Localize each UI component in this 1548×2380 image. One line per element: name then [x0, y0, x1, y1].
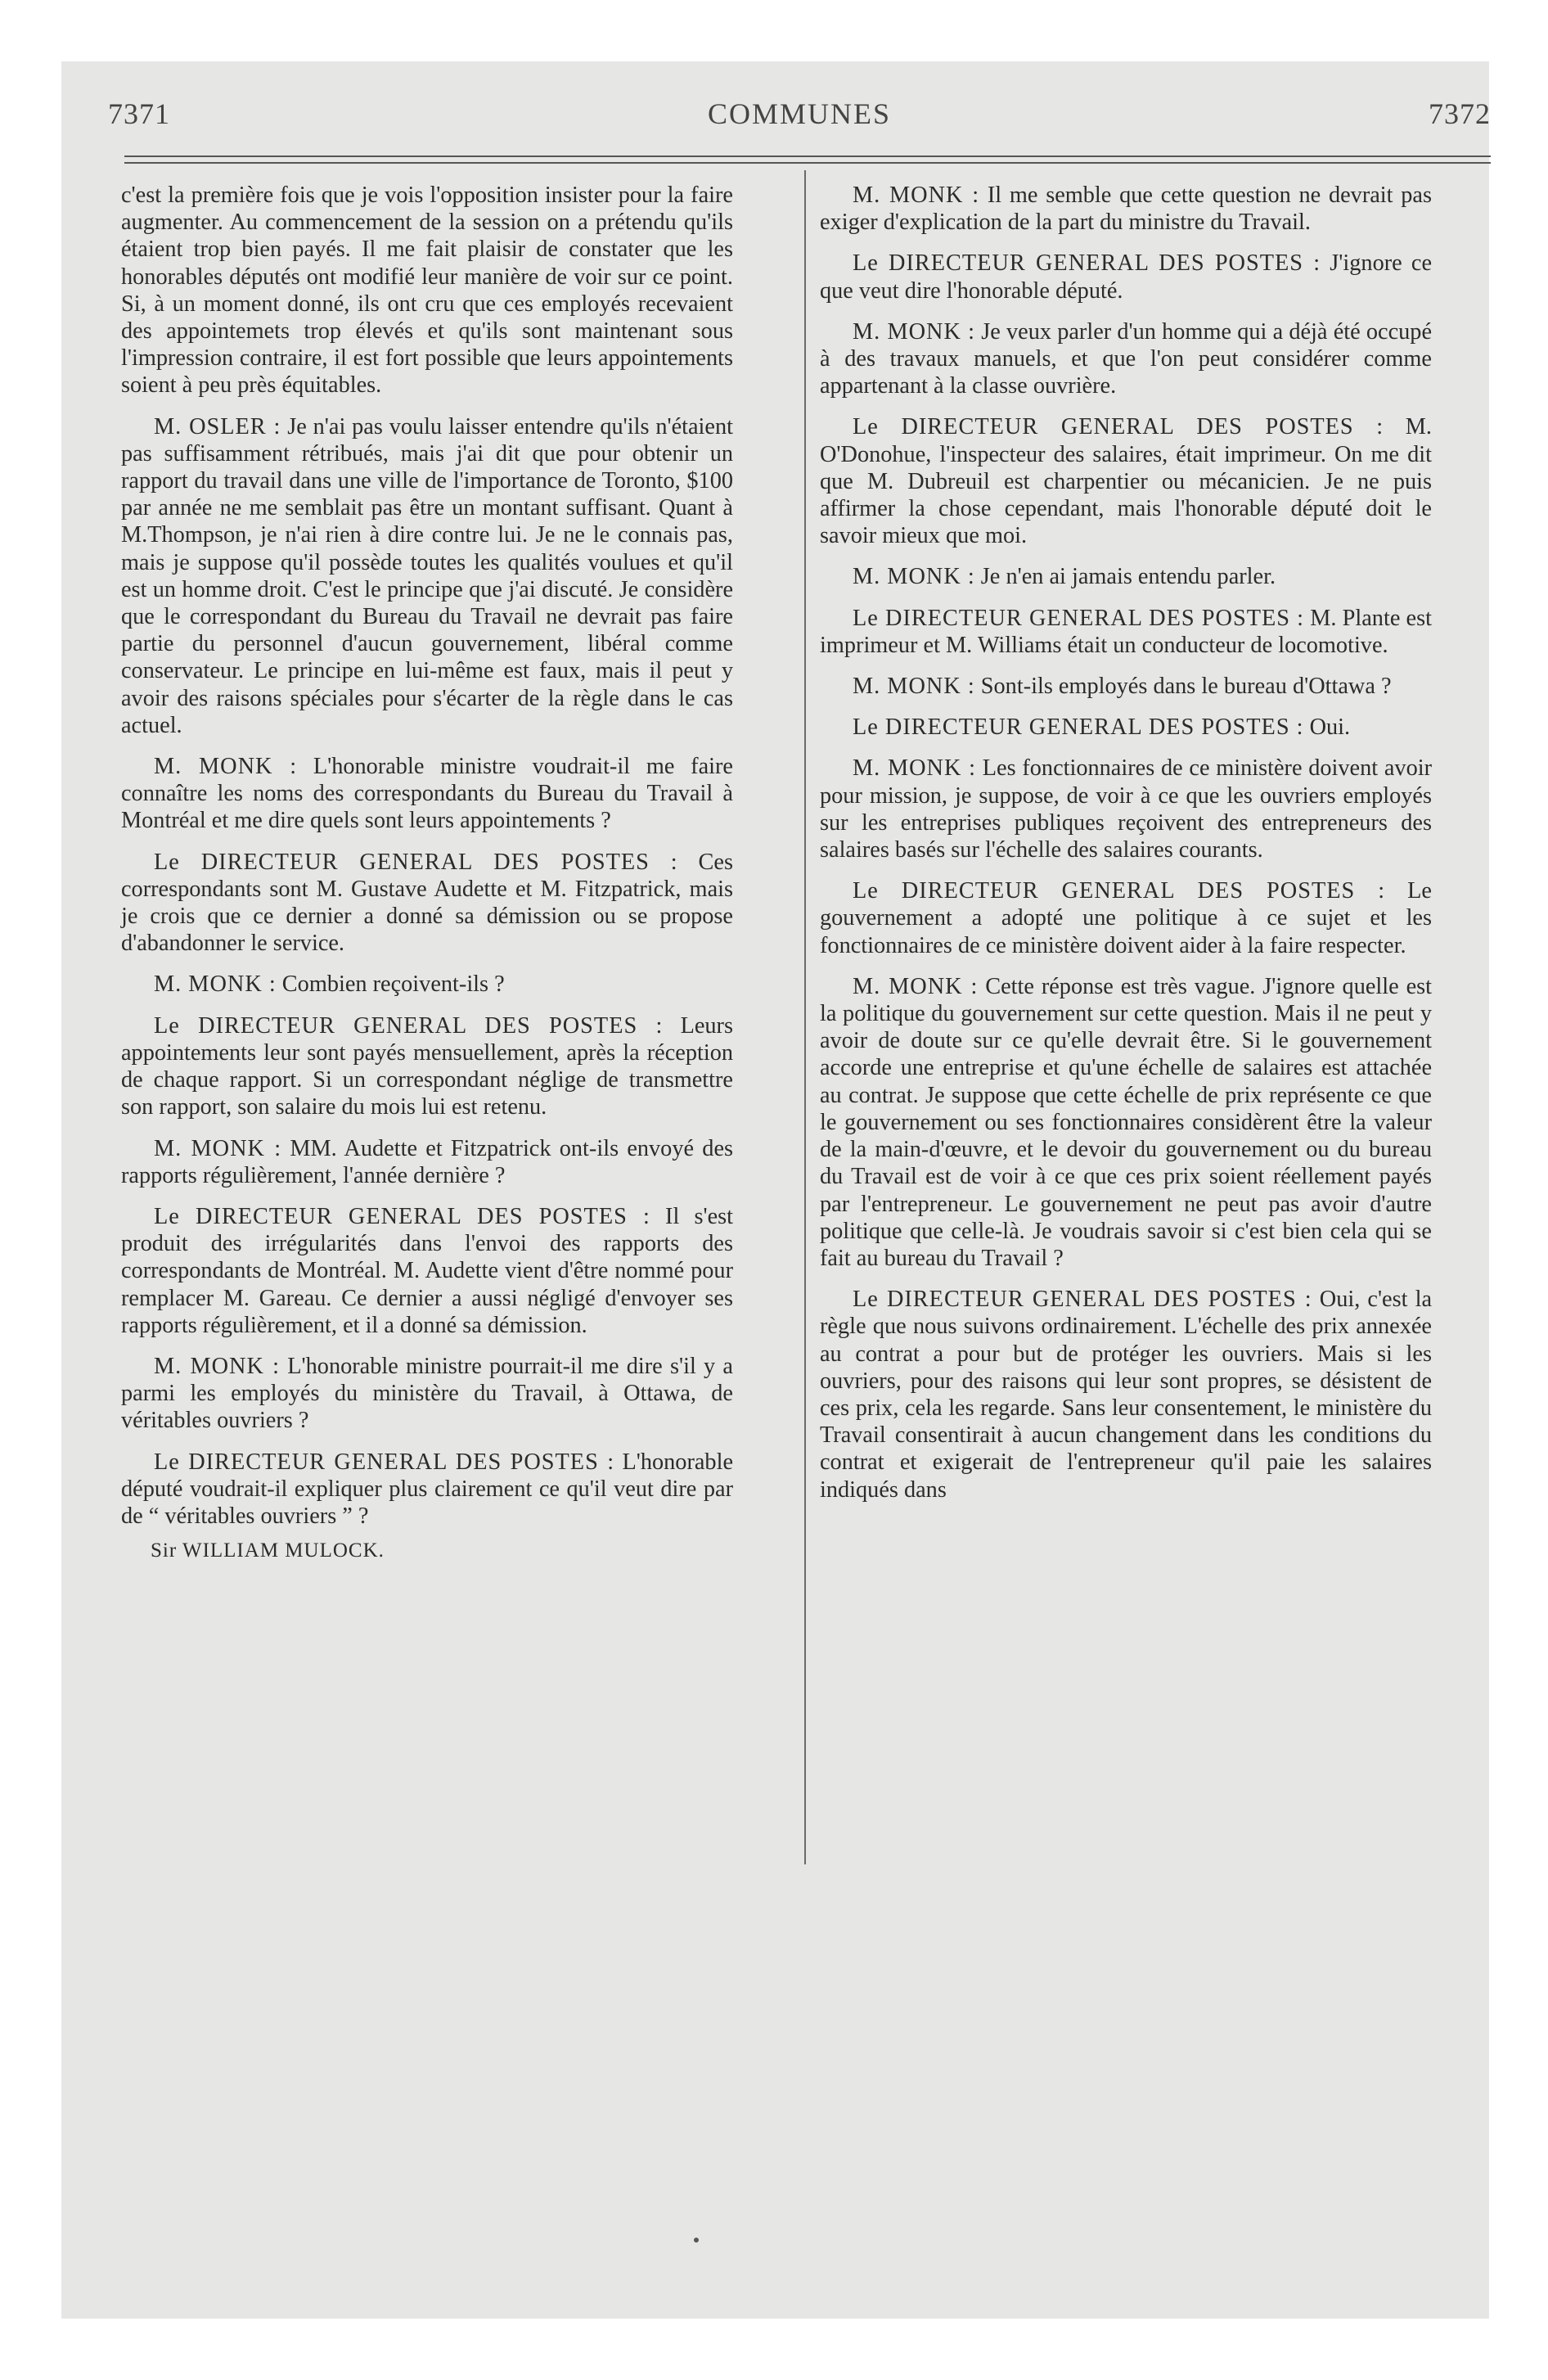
speaker-name: M. MONK :: [154, 971, 277, 998]
speaker-name: M. MONK :: [853, 183, 980, 208]
paragraph: M. MONK : Il me semble que cette question ne devrait pas exiger d'explication de la part du ministre du Travail.: [820, 183, 1433, 236]
paragraph: M. MONK : MM. Audette et Fitzpatrick ont-ils envoyé des rapports régulièrement, l'année dernière ?: [121, 1135, 734, 1188]
speaker-name: Le DIRECTEUR GENERAL DES POSTES :: [853, 414, 1384, 440]
paragraph: M. MONK : Je n'en ai jamais entendu parler.: [853, 564, 1276, 590]
header-rule-top: [124, 156, 1491, 157]
speaker-name: Le DIRECTEUR GENERAL DES POSTES :: [154, 849, 678, 875]
speaker-name: M. OSLER :: [154, 413, 281, 439]
speaker-name: M. MONK :: [154, 1353, 281, 1379]
speaker-name: M. MONK :: [853, 564, 975, 590]
paragraph: M. MONK : L'honorable ministre pourrait-il me dire s'il y a parmi les employés du ministère du Travail, à Ottawa, de véritables ouvriers ?: [121, 1353, 733, 1434]
speaker-name: M. MONK :: [154, 1135, 282, 1161]
page-header: [108, 97, 1491, 146]
left-column: [121, 182, 733, 1578]
paragraph: Le DIRECTEUR GENERAL DES POSTES : J'ignore ce que veut dire l'honorable député.: [820, 250, 1433, 304]
paragraph: Le DIRECTEUR GENERAL DES POSTES : M. O'Donohue, l'inspecteur des salaires, était imprimeur. On me dit que M. Dubreuil est charpentier ou mécanicien. Je ne puis affirmer la chose cependant, mais l'honorable député doit le savoir mieux que moi.: [820, 414, 1432, 549]
paragraph: Le DIRECTEUR GENERAL DES POSTES : Le gouvernement a adopté une politique à ce sujet et les fonctionnaires de ce ministère doivent aider à la faire respecter.: [820, 878, 1432, 958]
speaker-name: Le DIRECTEUR GENERAL DES POSTES :: [853, 605, 1305, 631]
paragraph: M. MONK : Combien reçoivent-ils ?: [154, 971, 505, 998]
speaker-name: Le DIRECTEUR GENERAL DES POSTES :: [853, 250, 1321, 277]
paragraph: Le DIRECTEUR GENERAL DES POSTES : L'honorable député voudrait-il expliquer plus clairement ce qu'il veut dire par de “ véritables ouvriers ” ?: [121, 1449, 733, 1529]
page-number-left: 7371: [108, 97, 170, 130]
speaker-name: M. MONK :: [853, 755, 977, 782]
paragraph: Le DIRECTEUR GENERAL DES POSTES : Leurs appointements leur sont payés mensuellement, après la réception de chaque rapport. Si un correspondant néglige de transmettre son rapport, son salaire du mois lui est retenu.: [121, 1012, 733, 1120]
running-title: COMMUNES: [707, 97, 892, 130]
speaker-signature: Sir WILLIAM MULOCK.: [151, 1539, 385, 1562]
speaker-name: M. MONK :: [853, 318, 975, 345]
paragraph: Le DIRECTEUR GENERAL DES POSTES : Il s'est produit des irrégularités dans l'envoi des rapports des correspondants de Montréal. M. Audette vient d'être nommé pour remplacer M. Gareau. Ce dernier a aussi négligé d'envoyer ses rapports régulièrement, et il a donné sa démission.: [121, 1203, 734, 1338]
page-number-right: 7372: [1429, 97, 1491, 130]
paragraph: M. MONK : L'honorable ministre voudrait-il me faire connaître les noms des correspondants du Bureau du Travail à Montréal et me dire quels sont leurs appointements ?: [121, 754, 733, 834]
speaker-name: M. MONK :: [853, 674, 975, 700]
speaker-name: Le DIRECTEUR GENERAL DES POSTES :: [154, 1449, 615, 1475]
speaker-name: Le DIRECTEUR GENERAL DES POSTES :: [154, 1203, 650, 1229]
speaker-name: Le DIRECTEUR GENERAL DES POSTES :: [154, 1012, 664, 1039]
column-divider: [804, 170, 806, 1864]
paragraph: M. OSLER : Je n'ai pas voulu laisser entendre qu'ils n'étaient pas suffisamment rétribués, mais j'ai dit que pour obtenir un rapport du travail dans une ville de l'importance de Toronto, $100 par année ne me semblait pas être un montant suffisant. Quant à M.Thompson, je n'ai rien à dire contre lui. Je ne le connais pas, mais je suppose qu'il possède toutes les qualités voulues et qu'il est un homme droit. C'est le principe que j'ai discuté. Je considère que le correspondant du Bureau du Travail ne devrait pas faire partie du personnel d'aucun gouvernement, libéral comme conservateur. Le principe en lui-même est faux, mais il peut y avoir des raisons spéciales pour s'écarter de la règle dans le cas actuel.: [121, 413, 733, 738]
paragraph: Le DIRECTEUR GENERAL DES POSTES : M. Plante est imprimeur et M. Williams était un conducteur de locomotive.: [820, 605, 1432, 658]
print-speck: [694, 2238, 699, 2243]
speaker-name: Le DIRECTEUR GENERAL DES POSTES :: [853, 878, 1386, 904]
speaker-name: M. MONK :: [154, 754, 298, 780]
right-column: [820, 182, 1432, 1517]
paragraph: M. MONK : Sont-ils employés dans le bureau d'Ottawa ?: [853, 674, 1392, 700]
paragraph: Le DIRECTEUR GENERAL DES POSTES : Oui, c'est la règle que nous suivons ordinairement. L'échelle des prix annexée au contrat a pour but de protéger les ouvriers. Mais si les ouvriers, pour des raisons qui leur sont propres, se désistent de ces prix, cela les regarde. Sans leur consentement, le ministère du Travail consentirait à aucun changement dans les conditions du contrat et exigerait de l'entrepreneur qu'il paie les salaires indiqués dans: [820, 1287, 1433, 1503]
paragraph: c'est la première fois que je vois l'opposition insister pour la faire augmenter. Au commencement de la session on a prétendu qu'ils étaient trop bien payés. Il me fait plaisir de constater que les honorables députés ont modifié leur manière de voir sur ce point. Si, à un moment donné, ils ont cru que ces employés recevaient des appointemets trop élevés et qu'ils sont maintenant sous l'impression contraire, il est fort possible que leurs appointements soient à peu près équitables.: [121, 183, 733, 399]
paragraph: M. MONK : Cette réponse est très vague. J'ignore quelle est la politique du gouvernement sur cette question. Mais il ne peut y avoir de doute sur ce qu'elle devrait être. Si le gouvernement accorde une entreprise et qu'une échelle de salaires est attachée au contrat. Je suppose que cette échelle de prix représente ce que le gouvernement ou ses fonctionnaires considèrent être la valeur de la main-d'œuvre, et le devoir du gouvernement ou du bureau du Travail est de voir à ce que ces prix soient réellement payés par l'entrepreneur. Le gouvernement ne peut pas avoir d'autre politique que celle-là. Je voudrais savoir si c'est bien cela qui se fait au bureau du Travail ?: [820, 973, 1432, 1271]
header-rule-bottom: [124, 162, 1491, 164]
paragraph: M. MONK : Les fonctionnaires de ce ministère doivent avoir pour mission, je suppose, de voir à ce que les ouvriers employés sur les entreprises publiques reçoivent des entrepreneurs des salaires basés sur l'échelle des salaires courants.: [820, 755, 1433, 863]
speaker-name: Le DIRECTEUR GENERAL DES POSTES :: [853, 714, 1304, 741]
paragraph: M. MONK : Je veux parler d'un homme qui a déjà été occupé à des travaux manuels, et que l'on peut considérer comme appartenant à la classe ouvrière.: [820, 318, 1433, 399]
speaker-name: Le DIRECTEUR GENERAL DES POSTES :: [853, 1287, 1312, 1313]
paragraph: Le DIRECTEUR GENERAL DES POSTES : Oui.: [853, 714, 1351, 741]
paragraph: Le DIRECTEUR GENERAL DES POSTES : Ces correspondants sont M. Gustave Audette et M. Fitzpatrick, mais je crois que ce dernier a donné sa démission ou se propose d'abandonner le service.: [121, 849, 733, 957]
speaker-name: M. MONK :: [853, 973, 979, 999]
